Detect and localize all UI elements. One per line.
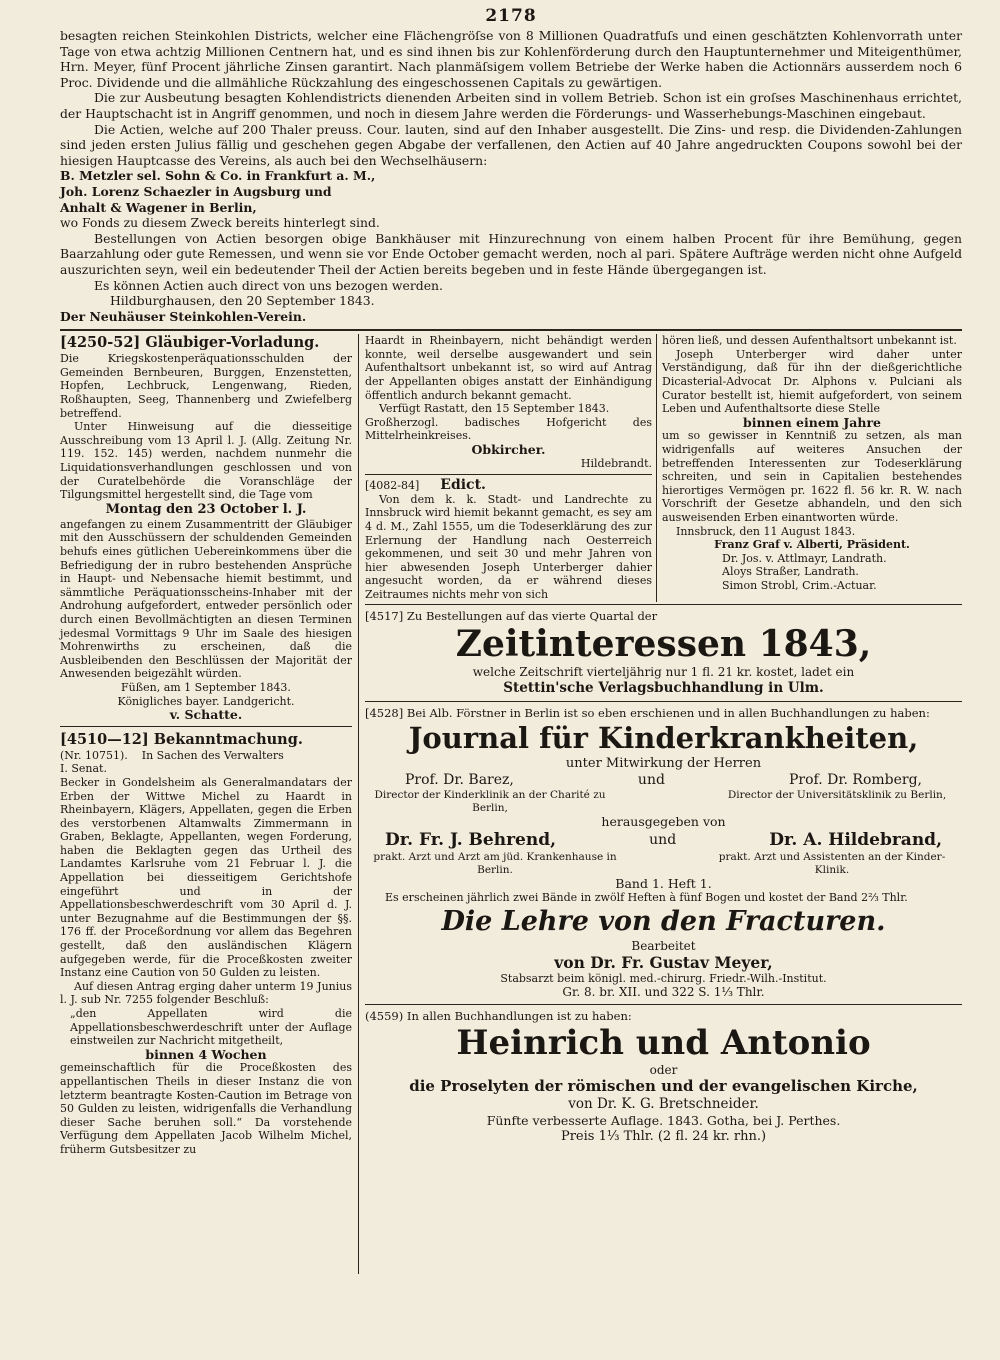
notice-heading: [4250-52] Gläubiger-Vorladung. [60, 334, 320, 352]
announcement-paragraph: Die Actien, welche auf 200 Thaler preuss. Cour. lauten, sind auf den Inhaber ausgestellt. Die Zins- und resp. die Dividenden-Zahlungen sind jeden ersten Julius fällig und geschehen gegen Abgabe der verfallenen, den Actien auf 40 Jahre angedruckten Coupons sowohl bei der hiesigen Hauptcasse des Vereins, als auch bei den Wechselhäusern: [60, 121, 962, 168]
announcement-paragraph: besagten reichen Steinkohlen Districts, welcher eine Flächengröſse von 8 Millionen Quadratfuſs und einen geschätzten Kohlenvorrath unter Tage von etwa achtzig Millionen Centnern hat, und es sind ihnen bis zur Kohlenförderung durch den Hauptunternehmer und Miteigenthümer, Hrn. Meyer, fünf Procent jährliche Zinsen garantirt. Nach planmäſsigem vollem Betriebe der Werke haben die Actionnärs ausserdem noch 6 Proc. Dividende und die allmähliche Rückzahlung des eingeschossenen Capitals zu gewärtigen. [60, 28, 962, 90]
notice-text: Becker in Gondelsheim als Generalmandatars der Erben der Wittwe Michel zu Haardt in Rheinbayern, Klägers, Appellaten, gegen die Erben des verstorbenen Altamwalts Zimmermann in Graben, Beklagte, Appellanten, wegen Forderung, haben die Beklagten gegen das Urtheil des Landamtes Karlsruhe vom 21 Februar l. J. die Appellation bei diesseitigem Gerichtshofe eingeführt und in der Appellationsbeschwerdeschrift vom 30 April d. J. unter Bezugnahme auf die Bestimmungen der §§. 176 ff. der Proceßordnung vor allem das Begehren gestellt, daß den ausländischen Klägern aufgegeben werde, für die Proceßkosten zweiter Instanz eine Caution von 50 Gulden zu leisten. [60, 775, 352, 980]
notice-place-date: Verfügt Rastatt, den 15 September 1843. [379, 402, 610, 416]
ad-divider [365, 701, 962, 702]
ad-title: Zeitinteressen 1843, [455, 623, 872, 666]
bank-house-line: Joh. Lorenz Schaezler in Augsburg und [60, 183, 332, 199]
ad-lead: [4517] Zu Bestellungen auf das vierte Quartal der [365, 609, 658, 624]
contributor-name: Prof. Dr. Romberg, [789, 772, 922, 789]
page-number: 2178 [485, 6, 537, 26]
notice-text: Auf diesen Antrag erging daher unterm 19 Junius l. J. sub Nr. 7255 folgender Beschluß: [60, 979, 352, 1007]
ad-lead: (4559) In allen Buchhandlungen ist zu haben: [365, 1008, 632, 1023]
notice-official: Dr. Jos. v. Attlmayr, Landrath. [722, 551, 887, 565]
ad-text: unter Mitwirkung der Herren [565, 756, 762, 772]
notice-heading: Edict. [440, 477, 486, 494]
notices-column-right [662, 334, 962, 592]
notice-signature: v. Schatte. [169, 707, 243, 723]
notice-reference [60, 749, 352, 763]
ad-author: von Dr. K. G. Bretschneider. [568, 1095, 759, 1112]
notice-text: angefangen zu einem Zusammentritt der Gläubiger mit den Ausschüssern der schuldenden Gemeinden behufs eines gütlichen Uebereinkommens über die Befriedigung der in rubro bestehenden Ansprüche in Haupt- und Nebensache hiemit bestimmt, und sämmtliche Peräquationsscheins-Inhaber mit der Androhung aufgefordert, entweder persönlich oder durch einen Bevollmächtigten an diesen Terminen jedesmal Vormittags 9 Uhr im Saale des hiesigen Mohrenwirths zu erscheinen, daß die Ausbleibenden den Beschlüssen der Majorität der Anwesenden beigezählt würden. [60, 517, 352, 681]
coal-company-announcement [60, 28, 962, 324]
notice-intro: Die Kriegskostenperäquationsschulden der Gemeinden Bernbeuren, Burggen, Enzenstetten, Hopfen, Lechbruck, Lengenwang, Rieden, Roßhaupten, Seeg, Thannenberg und Zwiefelberg betreffend. [60, 352, 352, 420]
notice-deadline: binnen 4 Wochen [145, 1046, 267, 1062]
announcement-paragraph: Die zur Ausbeutung besagten Kohlendistricts dienenden Arbeiten sind in vollem Betrieb. Schon ist ein groſses Maschinenhaus errichtet, der Hauptschacht ist in Angriff genommen, und noch in diesem Jahre werden die Förderungs- und Wasserhebungs-Maschinen eingebaut. [60, 90, 962, 121]
reference-number: (Nr. 10751). [60, 748, 128, 762]
contributors-row [365, 772, 962, 789]
ad-band: Band 1. Heft 1. [615, 876, 712, 892]
ad-publisher: Stettin'sche Verlagsbuchhandlung in Ulm. [503, 680, 824, 697]
ad-divider [365, 604, 962, 605]
contributor-name: Prof. Dr. Barez, [405, 772, 514, 789]
editor-name: Dr. A. Hildebrand, [769, 830, 942, 851]
conjunction: und [637, 772, 665, 789]
notice-place-date: Innsbruck, den 11 August 1843. [676, 524, 856, 538]
ad-edition: Fünfte verbesserte Auflage. 1843. Gotha, bei J. Perthes. [486, 1112, 841, 1128]
ad-divider [365, 1004, 962, 1005]
notices-column-left [60, 334, 352, 1156]
announcement-place-date: Hildburghausen, den 20 September 1843. [110, 293, 375, 309]
notice-place-date: Füßen, am 1 September 1843. [121, 680, 291, 694]
notices-column-middle [365, 334, 652, 601]
ad-title: Journal für Kinderkrankheiten, [408, 721, 919, 756]
notice-text: Unter Hinweisung auf die diesseitige Ausschreibung vom 13 April l. J. (Allg. Zeitung Nr. 119. 152. 145) werden, nachdem nunmehr die Liquidationsverhandlungen geschlossen und von der Curatelbehörde die Voranschläge der Tilgungsmittel hergestellt sind, die Tage vom [60, 420, 352, 502]
ad-terms: Es erscheinen jährlich zwei Bände in zwölf Heften à fünf Bogen und kostet der Band 2⅔ Thlr. [385, 891, 908, 905]
ad-title: Heinrich und Antonio [456, 1022, 871, 1063]
editors-row [365, 830, 962, 851]
ad-author-role: Stabsarzt beim königl. med.-chirurg. Friedr.-Wilh.-Institut. [500, 971, 827, 985]
notice-court: Großherzogl. badisches Hofgericht des Mittelrheinkreises. [365, 415, 652, 443]
notice-divider [365, 474, 652, 475]
notice-number: [4082-84] [365, 479, 420, 493]
notice-text: Von dem k. k. Stadt- und Landrechte zu Innsbruck wird hiemit bekannt gemacht, es sey am 4 d. M., Zahl 1555, um die Todeserklärung des zur Erlernung der Handlung nach Oesterreich gekommenen, und seit 30 und mehr Jahren von hier abwesenden Joseph Unterberger dahier angesucht worden, da er während dieses Zeitraumes nichts mehr von sich [365, 492, 652, 601]
bank-house-line: B. Metzler sel. Sohn & Co. in Frankfurt a. M., [60, 168, 376, 184]
advertisements [365, 604, 962, 1145]
announcement-paragraph: wo Fonds zu diesem Zweck bereits hinterlegt sind. [60, 215, 380, 231]
notice-text: gemeinschaftlich für die Proceßkosten des appellantischen Theils in dieser Instanz die von letzterm beantragte Kosten-Caution im Betrage von 50 Gulden zu leisten, widrigenfalls die Verhandlung dieser Sache beruhen soll.“ Da vorstehende Verfügung dem Appellaten Jacob Wilhelm Michel, früherm Gutsbesitzer zu [60, 1061, 352, 1156]
ad-subtitle: die Proselyten der römischen und der evangelischen Kirche, [409, 1076, 918, 1095]
notice-text: Haardt in Rheinbayern, nicht behändigt werden konnte, weil derselbe ausgewandert und sein Aufenthaltsort unbekannt ist, so wird auf Antrag der Appellanten obiges anstatt der Einhändigung öffentlich andurch bekannt gemacht. [365, 334, 652, 402]
ad-text: oder [649, 1062, 678, 1077]
notice-heading: [4510—12] Bekanntmachung. [60, 730, 303, 748]
notice-text: um so gewisser in Kenntniß zu setzen, als man widrigenfalls auf weiteres Ansuchen der betreffenden Interessenten zur Todeserklärung schreiten, und sein in Capitalien bestehendes hierortiges Vermögen pr. 1622 fl. 56 kr. R. W. nach Vorschrift der Gesetze abhandeln, und den sich ausweisenden Erben einantworten würde. [662, 429, 962, 524]
ad-title: Die Lehre von den Fracturen. [441, 905, 886, 937]
notice-signature: Obkircher. [471, 442, 546, 458]
ad-price: Preis 1⅓ Thlr. (2 fl. 24 kr. rhn.) [560, 1128, 767, 1144]
notice-text: hören ließ, und dessen Aufenthaltsort unbekannt ist. [662, 334, 957, 348]
bank-house-line: Anhalt & Wagener in Berlin, [60, 199, 257, 215]
notice-court: Königliches bayer. Landgericht. [117, 694, 295, 708]
contributor-role: Director der Universitätsklinik zu Berlin, [727, 789, 947, 802]
notice-text: Joseph Unterberger wird daher unter Verständigung, daß für ihn der dießgerichtliche Dicasterial-Advocat Dr. Alphons v. Pulciani als Curator bestellt ist, hiemit aufgefordert, von seinem Leben und Aufenthaltsorte diese Stelle [662, 347, 962, 416]
notice-quote: „den Appellaten wird die Appellationsbeschwerdeschrift unter der Auflage einstweilen zur Nachricht mitgetheilt, [70, 1007, 352, 1048]
announcement-signature: Der Neuhäuser Steinkohlen-Verein. [60, 308, 307, 324]
notice-heading-row [365, 479, 652, 493]
notice-signature: Hildebrandt. [580, 456, 652, 470]
notice-official: Aloys Straßer, Landrath. [722, 565, 859, 579]
notice-divider [60, 726, 352, 727]
notice-signature: Franz Graf v. Alberti, Präsident. [714, 538, 910, 552]
column-divider [358, 334, 359, 1274]
ad-format: Gr. 8. br. XII. und 322 S. 1⅓ Thlr. [562, 985, 765, 1000]
notices-area [60, 334, 962, 1274]
notice-lead: In Sachen des Verwalters [141, 748, 284, 762]
column-divider [656, 334, 657, 602]
editor-role: prakt. Arzt und Arzt am jüd. Krankenhause in Berlin. [373, 851, 617, 876]
editors-roles-row [365, 851, 962, 876]
ad-text: Bearbeitet [631, 938, 696, 953]
notice-deadline: binnen einem Jahre [742, 414, 882, 430]
editor-name: Dr. Fr. J. Behrend, [385, 830, 557, 851]
senate-label: I. Senat. [60, 762, 107, 776]
section-divider [60, 329, 962, 331]
notice-date-line: Montag den 23 October l. J. [105, 501, 307, 517]
ad-text: herausgegeben von [601, 814, 726, 830]
contributor-role: Director der Kinderklinik an der Charité zu Berlin, [374, 789, 606, 814]
notice-official: Simon Strobl, Crim.-Actuar. [722, 578, 877, 592]
conjunction: und [649, 832, 677, 849]
editor-role: prakt. Arzt und Assistenten an der Kinder-Klinik. [718, 851, 946, 876]
ad-author: von Dr. Fr. Gustav Meyer, [554, 952, 773, 972]
ad-lead: [4528] Bei Alb. Förstner in Berlin ist so eben erschienen und in allen Buchhandlungen zu haben: [365, 706, 930, 721]
ad-text: welche Zeitschrift vierteljährig nur 1 fl. 21 kr. kostet, ladet ein [472, 665, 855, 680]
contributors-roles-row [365, 789, 962, 814]
announcement-paragraph: Bestellungen von Actien besorgen obige Bankhäuser mit Hinzurechnung von einem halben Procent für ihre Bemühung, gegen Baarzahlung oder gute Remessen, und wenn sie vor Ende October gemacht werden, noch al pari. Spätere Aufträge werden nicht ohne Aufgeld auszurichten seyn, weil ein bedeutender Theil der Actien bereits begeben und in feste Hände übergegangen ist. [60, 230, 962, 277]
announcement-paragraph: Es können Actien auch direct von uns bezogen werden. [94, 277, 443, 293]
